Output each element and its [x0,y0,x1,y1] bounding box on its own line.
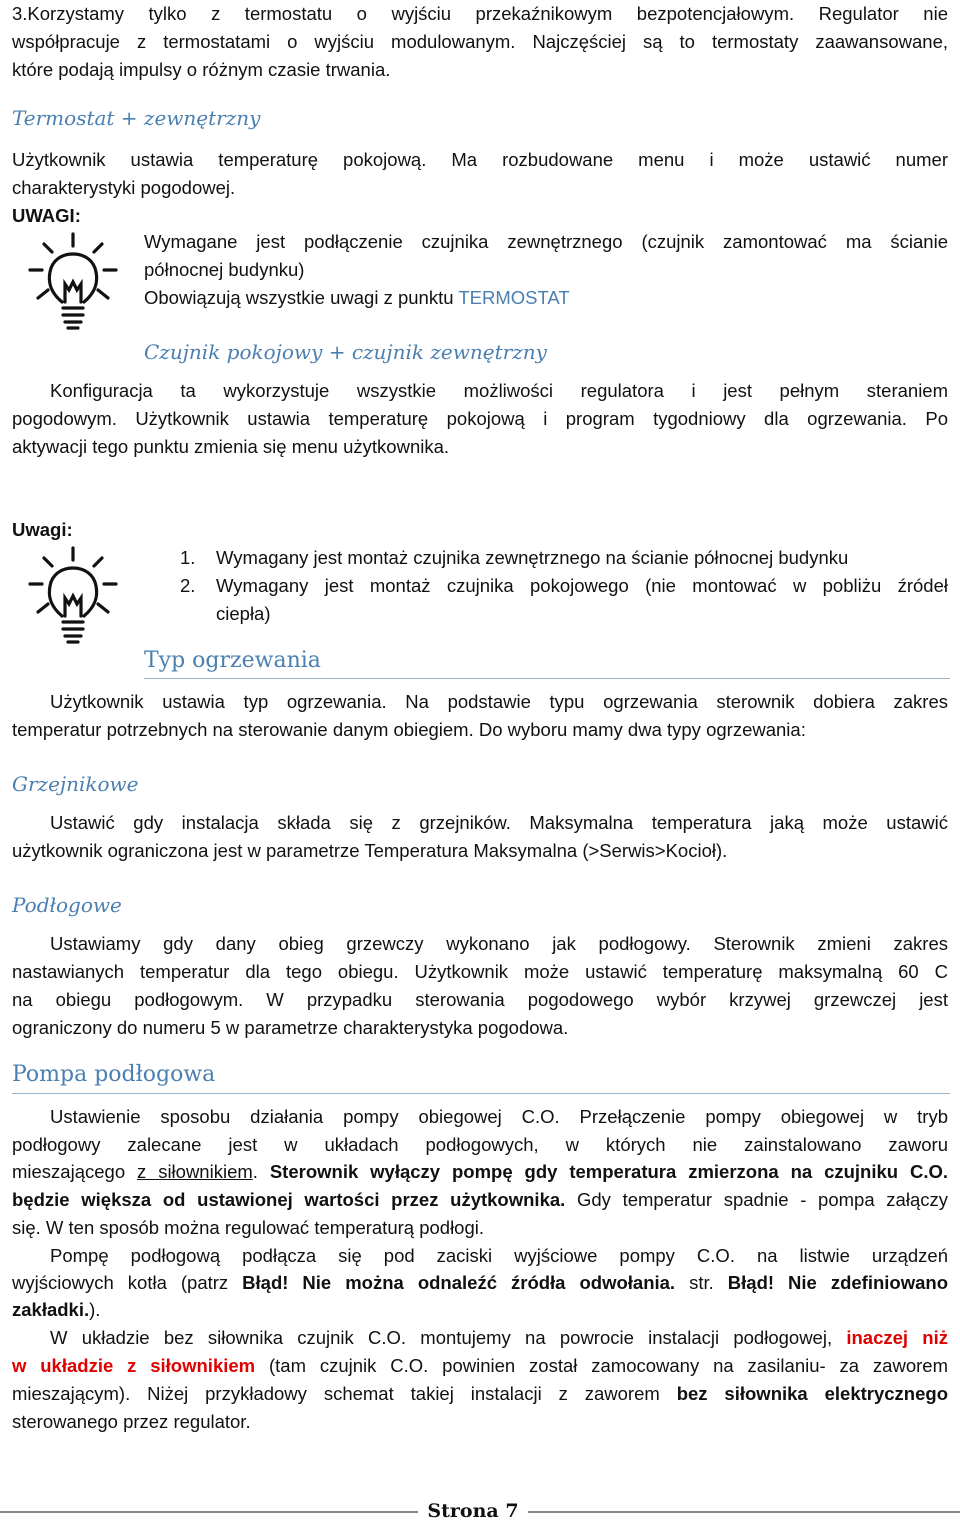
floor-pump-p3-line-2 [12,1352,948,1380]
actuator-underlined-text: z siłownikiem [137,1161,253,1182]
section3-line-1: 3.Korzystamy tylko z termostatu o wyjściu przekaźnikowym bezpotencjałowym. Regulator nie [12,3,948,24]
floor-pump-p3-line-1 [50,1324,948,1352]
floor-pump-p3-line-4: sterowanego przez regulator. [12,1411,251,1432]
floor-pump-p2-line-1: Pompę podłogową podłącza się pod zaciski wyjściowe pompy C.O. na listwie urządzeń [50,1245,948,1266]
heading-floor: Podłogowe [12,893,122,917]
notes-item-1-text: Wymagany jest montaż czujnika zewnętrznego na ścianie północnej budynku [216,547,849,568]
heading-underline [144,678,950,679]
floor-pump-p1-line-5: się. W ten sposób można regulować temperaturą podłogi. [12,1217,485,1238]
heading-heating-type: Typ ogrzewania [144,648,321,673]
notes-item-2-text-cont: ciepła) [216,603,271,624]
warning-note-2-text: Obowiązują wszystkie uwagi z punktu [144,287,459,308]
floor-pump-p1-line-1: Ustawienie sposobu działania pompy obiegowej C.O. Przełączenie pompy obiegowej w tryb [50,1106,948,1127]
heating-type-line-2: temperatur potrzebnych na sterowanie danym obiegiem. Do wyboru mamy dwa typy ogrzewania: [12,719,806,740]
room-sensor-line-1: Konfiguracja ta wykorzystuje wszystkie możliwości regulatora i jest pełnym steraniem [50,380,948,401]
pump-off-rule: Sterownik wyłączy pompę gdy temperatura zmierzona na czujniku C.O. [269,1161,949,1182]
floor-pump-p2-line-2 [12,1269,948,1297]
floor-line-2: nastawianych temperatur dla tego obiegu. Użytkownik może ustawić temperaturę maksymalną 60 C [12,961,948,982]
termostat-reference-link[interactable]: TERMOSTAT [458,287,570,308]
heading-termostat-ext: Termostat + zewnętrzny [12,106,261,130]
floor-line-3: na obiegu podłogowym. W przypadku sterowania pogodowego wybór krzywej grzewczej jest [12,989,948,1010]
floor-pump-p1-line-2: podłogowy zalecane jest w układach podłogowych, w których nie zainstalowano zaworu [12,1134,948,1155]
footer-rule-right [528,1511,960,1513]
heading-underline [12,1093,950,1094]
heading-radiators: Grzejnikowe [12,772,139,796]
no-actuator-emphasis: bez siłownika elektrycznego [676,1383,948,1404]
floor-line-4: ograniczony do numeru 5 w parametrze charakterystyka pogodowa. [12,1017,569,1038]
heating-type-line-1: Użytkownik ustawia typ ogrzewania. Na podstawie typu ogrzewania sterownik dobiera zakres [50,691,948,712]
floor-pump-p1-line-3 [12,1158,948,1186]
floor-line-1: Ustawiamy gdy dany obieg grzewczy wykonano jak podłogowy. Sterownik zmieni zakres [50,933,948,954]
text-span: . [252,1161,270,1182]
bookmark-error-cont: zakładki. [12,1299,90,1320]
bookmark-error: Błąd! Nie zdefiniowano [727,1272,949,1293]
heading-room-sensor: Czujnik pokojowy + czujnik zewnętrzny [144,340,547,364]
reference-error: Błąd! Nie można odnaleźć źródła odwołania. [242,1272,676,1293]
text-span: (tam czujnik C.O. powinien został zamocowany na zasilaniu- za zaworem [255,1355,948,1376]
page-number: Strona 7 [427,1500,519,1522]
footer-rule-left [0,1511,418,1513]
section3-line-2: współpracuje z termostatami o wyjściu modulowanym. Najczęściej są to termostaty zaawansowane, [12,31,948,52]
warning-note-2 [144,284,570,312]
radiators-line-1: Ustawić gdy instalacja składa się z grzejników. Maksymalna temperatura jaką może ustawić [50,812,948,833]
notes-item-2-text: Wymagany jest montaż czujnika pokojowego (nie montować w pobliżu źródeł [216,575,948,596]
text-span: ). [89,1299,101,1320]
pump-off-rule-cont: będzie większa od ustawionej wartości przez użytkownika. [12,1189,566,1210]
text-span: mieszającego [12,1161,138,1182]
notes-item-1-number: 1. [180,547,196,568]
warning-note-1-line-1: Wymagane jest podłączenie czujnika zewnętrznego (czujnik zamontować ma ścianie [144,231,948,252]
floor-pump-p3-line-3 [12,1380,948,1408]
room-sensor-line-3: aktywacji tego punktu zmienia się menu użytkownika. [12,436,450,457]
heading-floor-pump: Pompa podłogowa [12,1062,216,1087]
termostat-ext-line-1: Użytkownik ustawia temperaturę pokojową. Ma rozbudowane menu i może ustawić numer [12,149,948,170]
warning-note-1-line-2: północnej budynku) [144,259,305,280]
text-span: wyjściowych kotła (patrz [12,1272,243,1293]
text-span: W układzie bez siłownika czujnik C.O. montujemy na powrocie instalacji podłogowej, [50,1327,847,1348]
warning-label: UWAGI: [12,205,81,226]
notes-label: Uwagi: [12,519,73,540]
radiators-line-2: użytkownik ograniczona jest w parametrze Temperatura Maksymalna (>Serwis>Kocioł). [12,840,728,861]
section3-line-3: które podają impulsy o różnym czasie trwania. [12,59,391,80]
floor-pump-p2-line-3 [12,1296,100,1324]
termostat-ext-line-2: charakterystyki pogodowej. [12,177,236,198]
floor-pump-p1-line-4 [12,1186,948,1214]
lightbulb-icon [28,232,118,334]
notes-item-2-number: 2. [180,575,196,596]
text-span: Gdy temperatur spadnie - pompa załączy [565,1189,948,1210]
text-span: str. [675,1272,728,1293]
text-span: mieszającym). Niżej przykładowy schemat takiej instalacji z zaworem [12,1383,677,1404]
lightbulb-icon [28,546,118,648]
room-sensor-line-2: pogodowym. Użytkownik ustawia temperaturę pokojową i program tygodniowy dla ogrzewania. Po [12,408,948,429]
warning-highlight: w układzie z siłownikiem [12,1355,256,1376]
warning-highlight: inaczej niż [846,1327,948,1348]
